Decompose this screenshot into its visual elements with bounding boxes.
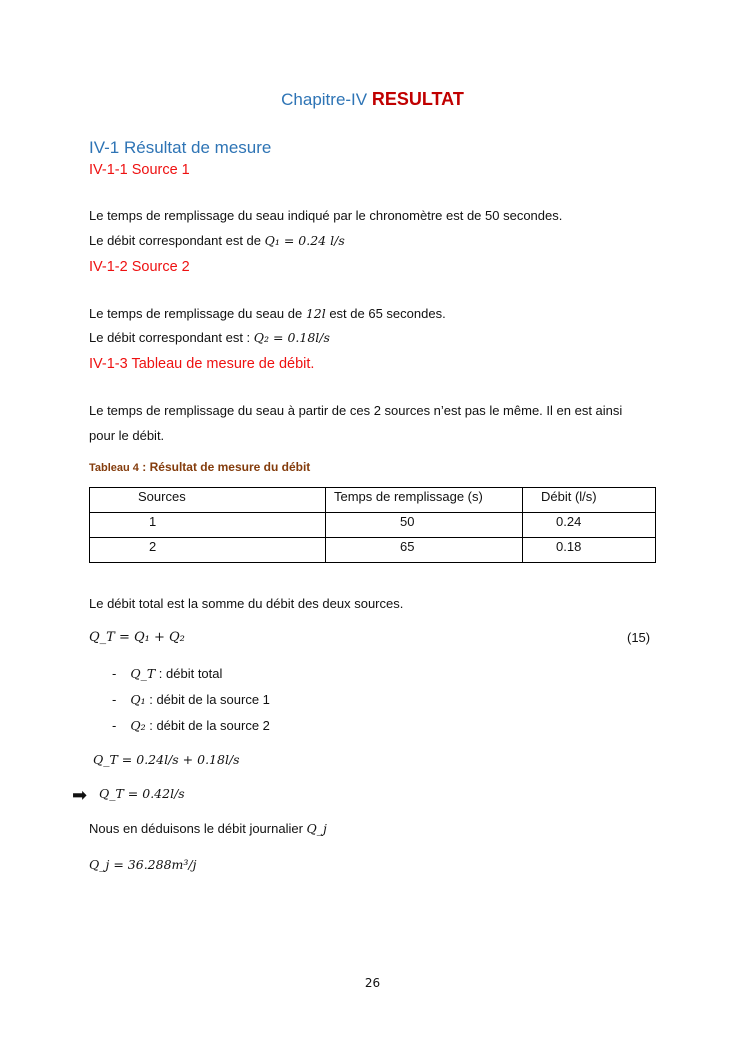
cell-flow: 0.24 bbox=[523, 513, 656, 538]
daily-flow-symbol: Q_j bbox=[306, 821, 327, 836]
daily-flow-result: Q_j = 36.288m³/j bbox=[89, 857, 197, 872]
page-number: 26 bbox=[364, 976, 381, 990]
subsection-heading-2: IV-1-2 Source 2 bbox=[89, 259, 190, 275]
header-flow: Débit (l/s) bbox=[523, 488, 656, 513]
arrow-right-icon: ➡ bbox=[72, 785, 88, 805]
flow-measurement-table bbox=[89, 487, 656, 563]
list-item bbox=[112, 666, 222, 681]
list-item bbox=[112, 718, 270, 733]
cell-source: 2 bbox=[90, 538, 326, 563]
source1-line1: Le temps de remplissage du seau indiqué par le chronomètre est de 50 secondes. bbox=[89, 208, 563, 223]
list-dash: - bbox=[112, 692, 117, 707]
source2-line2-text: Le débit correspondant est : bbox=[89, 330, 254, 345]
daily-flow-text: Nous en déduisons le débit journalier bbox=[89, 821, 307, 836]
table-row bbox=[90, 538, 656, 563]
table-intro-line1: Le temps de remplissage du seau à partir de ces 2 sources n’est pas le même. Il en est ainsi bbox=[89, 403, 623, 418]
cell-fill-time: 65 bbox=[326, 538, 523, 563]
table-intro-line2: pour le débit. bbox=[89, 428, 165, 443]
cell-flow: 0.18 bbox=[523, 538, 656, 563]
list-symbol: Q_T bbox=[130, 666, 156, 681]
list-text: : débit de la source 1 bbox=[145, 692, 270, 707]
cell-source: 1 bbox=[90, 513, 326, 538]
source1-line2 bbox=[89, 233, 345, 248]
list-symbol: Q₂ bbox=[130, 718, 146, 733]
cell-fill-time: 50 bbox=[326, 513, 523, 538]
table-header-row bbox=[90, 488, 656, 513]
total-flow-result: Q_T = 0.42l/s bbox=[99, 786, 185, 801]
header-sources: Sources bbox=[90, 488, 326, 513]
table-caption bbox=[89, 460, 310, 474]
source2-line1 bbox=[89, 306, 446, 321]
chapter-prefix: Chapitre-IV bbox=[281, 90, 372, 109]
total-flow-calculation: Q_T = 0.24l/s + 0.18l/s bbox=[93, 752, 240, 767]
total-flow-equation: Q_T = Q₁ + Q₂ bbox=[89, 630, 185, 645]
list-text: : débit total bbox=[155, 666, 223, 681]
source2-line2 bbox=[89, 330, 330, 345]
source2-volume: 12l bbox=[305, 306, 326, 321]
list-dash: - bbox=[112, 666, 117, 681]
source1-flow-formula: Q₁ = 0.24 l/s bbox=[264, 233, 345, 248]
equation-number: (15) bbox=[627, 630, 651, 645]
section-heading: IV-1 Résultat de mesure bbox=[89, 138, 272, 157]
source2-line1-b: est de 65 secondes. bbox=[325, 306, 446, 321]
table-caption-label: Tableau 4 bbox=[89, 462, 139, 474]
table-caption-text: : Résultat de mesure du débit bbox=[138, 460, 311, 474]
list-item bbox=[112, 692, 270, 707]
source2-flow-formula: Q₂ = 0.18l/s bbox=[253, 330, 330, 345]
subsection-heading-1: IV-1-1 Source 1 bbox=[89, 162, 190, 178]
subsection-heading-3: IV-1-3 Tableau de mesure de débit. bbox=[89, 356, 315, 372]
header-fill-time: Temps de remplissage (s) bbox=[326, 488, 523, 513]
list-text: : débit de la source 2 bbox=[145, 718, 270, 733]
daily-flow-intro bbox=[89, 821, 327, 836]
chapter-title bbox=[0, 89, 745, 110]
source1-line2-text: Le débit correspondant est de bbox=[89, 233, 265, 248]
total-flow-intro: Le débit total est la somme du débit des deux sources. bbox=[89, 596, 404, 611]
list-dash: - bbox=[112, 718, 117, 733]
list-symbol: Q₁ bbox=[130, 692, 146, 707]
chapter-name: RESULTAT bbox=[371, 89, 464, 109]
source2-line1-a: Le temps de remplissage du seau de bbox=[89, 306, 306, 321]
table-row bbox=[90, 513, 656, 538]
